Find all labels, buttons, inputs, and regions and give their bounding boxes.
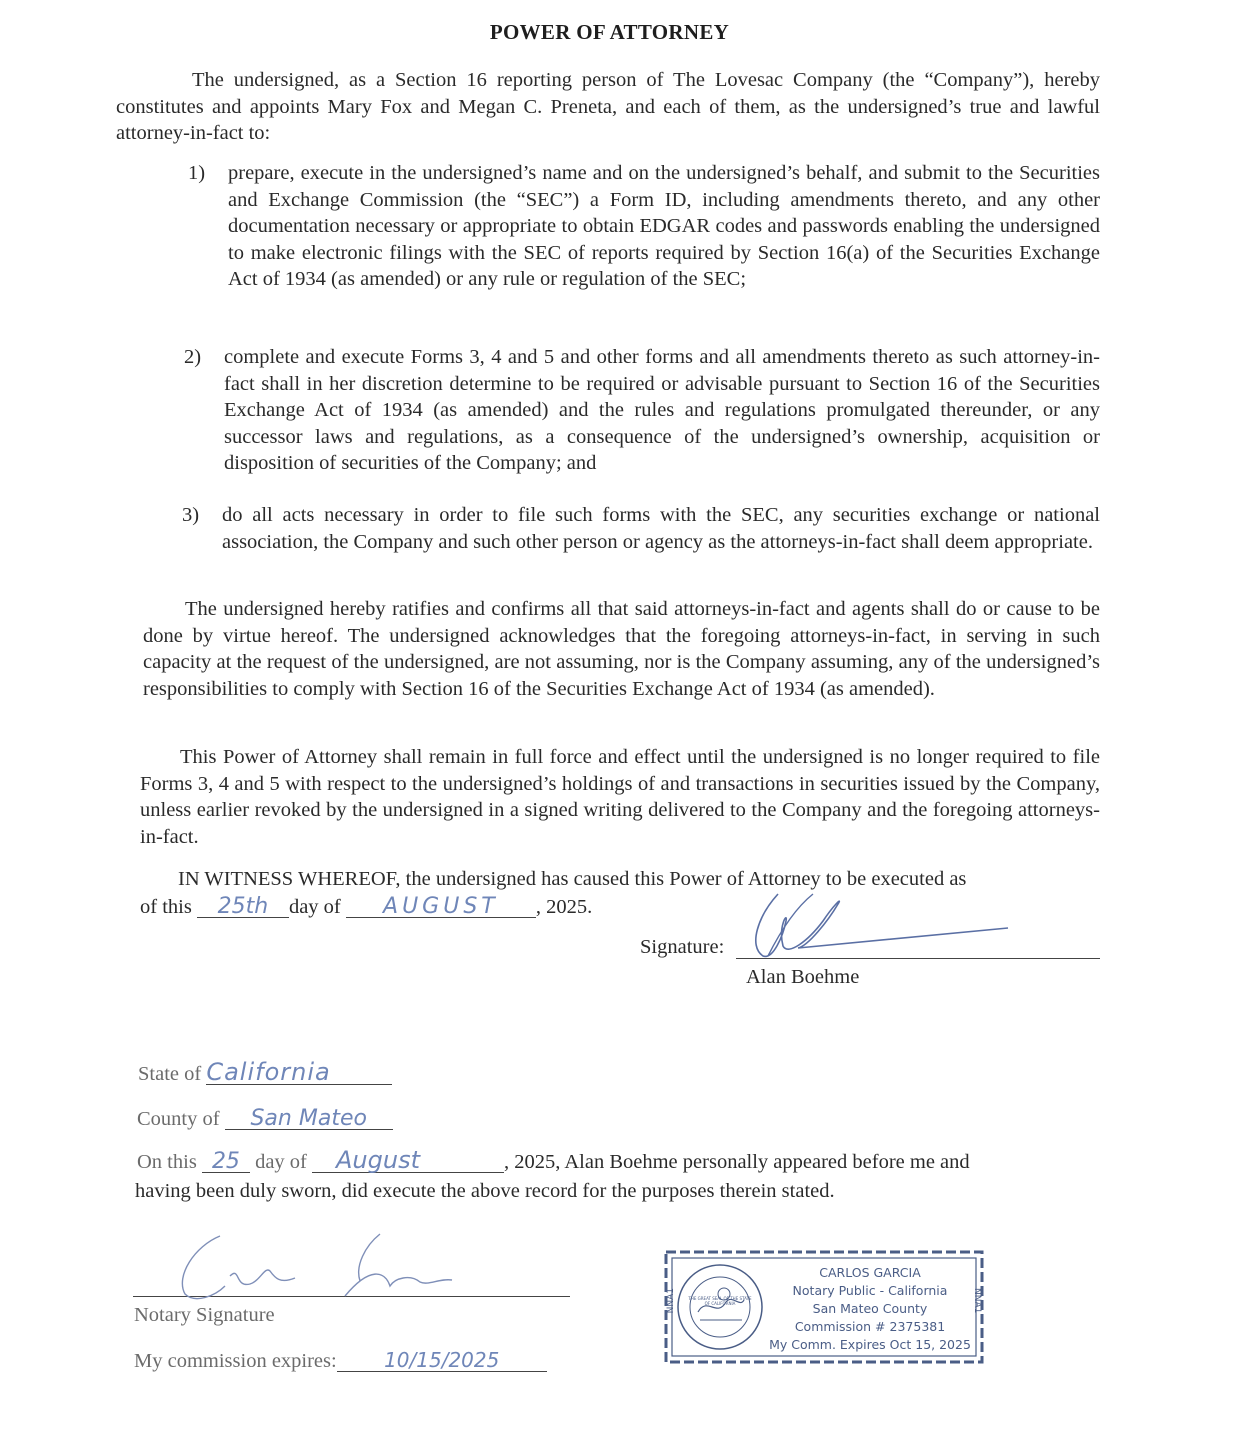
- state-line: [138, 1058, 392, 1086]
- witness-day-value: 25th: [217, 894, 269, 919]
- stamp-side-text-left: NNA1: [666, 1288, 676, 1314]
- commission-expires-line: [134, 1350, 547, 1373]
- state-label: State of: [138, 1063, 202, 1085]
- list-item-number: 3): [182, 504, 200, 526]
- witness-date-line: [140, 896, 592, 919]
- stamp-title: Notary Public - California: [792, 1283, 948, 1298]
- commission-expires-value: 10/15/2025: [384, 1348, 500, 1372]
- witness-month-value: AUGUST: [383, 894, 499, 919]
- notary-signature-label: Notary Signature: [134, 1304, 275, 1326]
- list-item-text: complete and execute Forms 3, 4 and 5 and other forms and all amendments thereto as such attorney-in-fact shall in her discretion determine to be required or advisable pursuant to Section 16 of the Securities Exchange Act of 1934 (as amended) and the rules and regulations promulgated thereunder, or any successor laws and regulations, as a consequence of the undersigned’s ownership, acquisition or disposition of securities of the Company; and: [224, 346, 1100, 474]
- on-this-label: On this: [137, 1151, 197, 1173]
- document-title: POWER OF ATTORNEY: [489, 20, 730, 44]
- notary-statement-rest: , 2025, Alan Boehme personally appeared before me and: [504, 1151, 970, 1173]
- notary-day-value: 25: [211, 1149, 240, 1174]
- force-paragraph: This Power of Attorney shall remain in full force and effect until the undersigned is no longer required to file Forms 3, 4 and 5 with respect to the undersigned’s holdings of and transactions in securities issued by the Company, unless earlier revoked by the undersigned in a signed writing delivered to the Company and the foregoing attorneys-in-fact.: [140, 746, 1100, 848]
- signer-name: Alan Boehme: [746, 966, 860, 988]
- stamp-expiration: My Comm. Expires Oct 15, 2025: [769, 1337, 971, 1352]
- list-item-text: do all acts necessary in order to file such forms with the SEC, any securities exchange or national association, the Company and such other person or agency as the attorneys-in-fact shall deem appropriate.: [222, 504, 1100, 553]
- list-item: [182, 502, 1100, 555]
- stamp-county: San Mateo County: [812, 1301, 928, 1316]
- stamp-notary-name: CARLOS GARCIA: [819, 1265, 921, 1280]
- day-of-label: day of: [255, 1151, 307, 1173]
- commission-expires-label: My commission expires:: [134, 1350, 337, 1372]
- county-value: San Mateo: [250, 1106, 367, 1131]
- list-item-number: 2): [184, 346, 202, 368]
- notary-stamp: [662, 1248, 986, 1366]
- list-item-number: 1): [188, 162, 206, 184]
- witness-year: , 2025.: [535, 896, 593, 918]
- witness-day-of: day of: [288, 896, 341, 918]
- ratify-paragraph: The undersigned hereby ratifies and confirms all that said attorneys-in-fact and agents shall do or cause to be done by virtue hereof. The undersigned acknowledges that the foregoing attorneys-in-fact, in serving in such capacity at the request of the undersigned, are not assuming, nor is the Company assuming, any of the undersigned’s responsibilities to comply with Section 16 of the Securities Exchange Act of 1934 (as amended).: [143, 598, 1100, 700]
- list-item-text: prepare, execute in the undersigned’s name and on the undersigned’s behalf, and submit to the Securities and Exchange Commission (the “SEC”) a Form ID, including amendments thereto, and any other documentation necessary or appropriate to obtain EDGAR codes and passwords enabling the undersigned to make electronic filings with the SEC of reports required by Section 16(a) of the Securities Exchange Act of 1934 (as amended) or any rule or regulation of the SEC;: [228, 162, 1100, 290]
- stamp-text: [760, 1264, 980, 1354]
- stamp-side-text-right: NNA1: [972, 1288, 982, 1314]
- witness-of-this: of this: [140, 896, 192, 918]
- signature-scribble: [738, 886, 1018, 966]
- stamp-commission-number: Commission # 2375381: [794, 1319, 946, 1334]
- signature-label: Signature:: [640, 936, 725, 958]
- list-item: [188, 160, 1100, 293]
- state-value: California: [206, 1058, 331, 1086]
- notary-month-value: August: [336, 1146, 420, 1174]
- notary-statement-line-2: having been duly sworn, did execute the above record for the purposes therein stated.: [135, 1180, 835, 1202]
- notary-signature-scribble: [170, 1226, 470, 1306]
- notary-statement-line-1: [137, 1146, 970, 1174]
- county-line: [137, 1108, 393, 1131]
- county-label: County of: [137, 1108, 220, 1130]
- witness-line-1: IN WITNESS WHEREOF, the undersigned has caused this Power of Attorney to be executed as: [178, 868, 967, 890]
- intro-paragraph: The undersigned, as a Section 16 reporting person of The Lovesac Company (the “Company”), hereby constitutes and appoints Mary Fox and Megan C. Preneta, and each of them, as the undersigned’s true and lawful attorney-in-fact to:: [116, 69, 1100, 144]
- stamp-seal-text: THE GREAT SEAL OF THE STATE OF CALIFORNIA: [688, 1296, 752, 1306]
- list-item: [184, 344, 1100, 477]
